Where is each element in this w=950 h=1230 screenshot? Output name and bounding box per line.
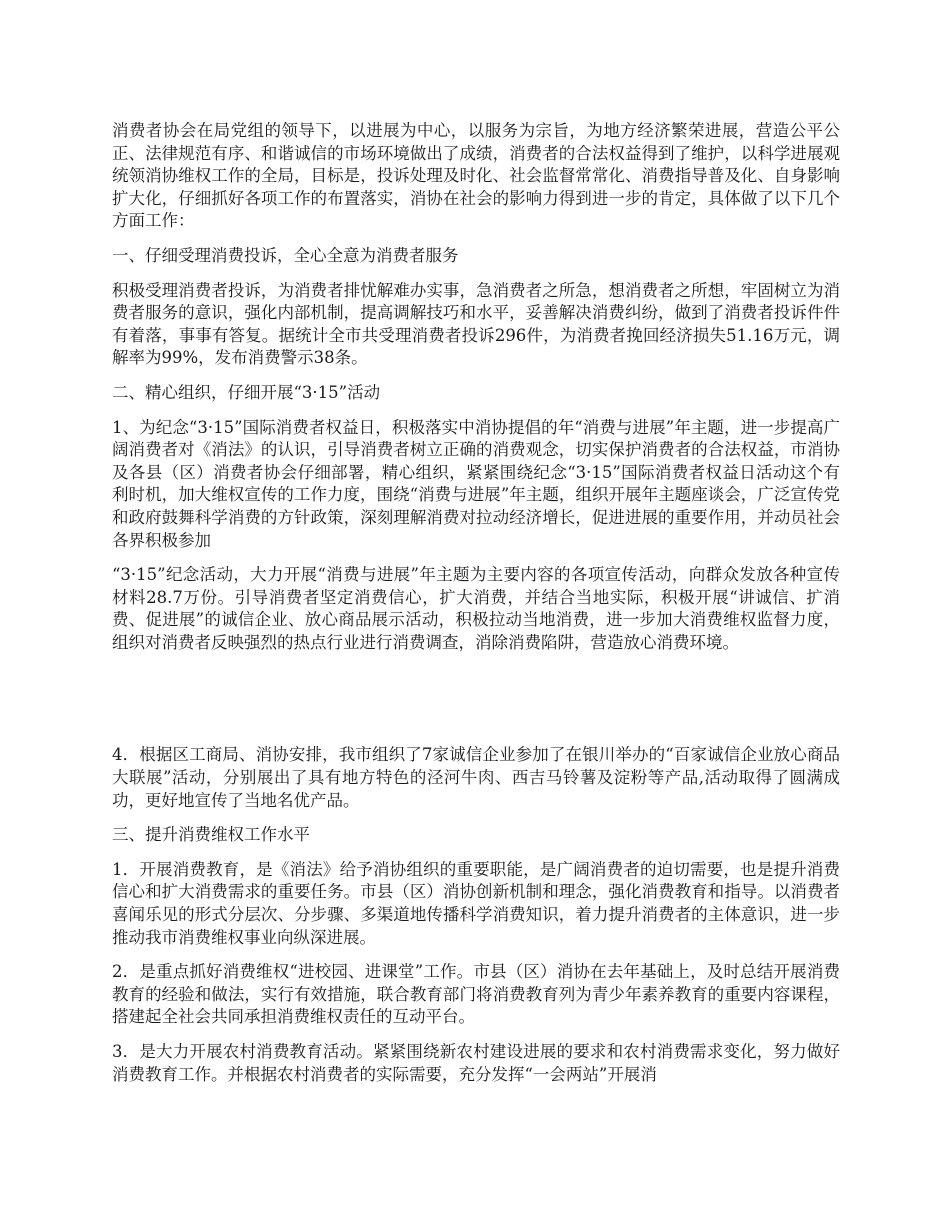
education-paragraph-2: 2．是重点抓好消费维权“进校园、进课堂”工作。市县（区）消协在去年基础上，及时总结开展消费教育的经验和做法，实行有效措施，联合教育部门将消费教育列为青少年素养教育的重要内容课程，搭建起全社会共同承担消费维权责任的互动平台。 [112, 962, 840, 1027]
intro-paragraph: 消费者协会在局党组的领导下，以进展为中心，以服务为宗旨，为地方经济繁荣进展，营造公平公正、法律规范有序、和谐诚信的市场环境做出了成绩，消费者的合法权益得到了维护，以科学进展观统领消协维权工作的全局，目标是，投诉处理及时化、社会监督常常化、消费指导普及化、自身影响扩大化，仔细抓好各项工作的布置落实，消协在社会的影响力得到进一步的肯定，具体做了以下几个方面工作： [112, 121, 840, 231]
education-paragraph-3: 3．是大力开展农村消费教育活动。紧紧围绕新农村建设进展的要求和农村消费需求变化，努力做好消费教育工作。并根据农村消费者的实际需要，充分发挥“一会两站”开展消 [112, 1042, 840, 1084]
activity-paragraph-4: 4．根据区工商局、消协安排，我市组织了7家诚信企业参加了在银川举办的“百家诚信企业放心商品大联展”活动，分别展出了具有地方特色的泾河牛肉、西吉马铃薯及淀粉等产品,活动取得了圆满成功，更好地宣传了当地名优产品。 [112, 745, 840, 810]
section-heading-2: 二、精心组织，仔细开展“3·15”活动 [112, 382, 381, 402]
document-page [112, 120, 840, 1098]
education-paragraph-1: 1．开展消费教育，是《消法》给予消协组织的重要职能，是广阔消费者的迫切需要，也是提升消费信心和扩大消费需求的重要任务。市县（区）消协创新机制和理念，强化消费教育和指导。以消费者喜闻乐见的形式分层次、分步骤、多渠道地传播科学消费知识，着力提升消费者的主体意识，进一步推动我市消费维权事业向纵深进展。 [112, 859, 840, 947]
section-heading-3: 三、提升消费维权工作水平 [112, 825, 310, 845]
section-heading-1: 一、仔细受理消费投诉，全心全意为消费者服务 [112, 245, 459, 265]
activity-paragraph-1: 1、为纪念“3·15”国际消费者权益日，积极落实中消协提倡的年“消费与进展”年主题，进一步提高广阔消费者对《消法》的认识，引导消费者树立正确的消费观念，切实保护消费者的合法权益，市消协及各县（区）消费者协会仔细部署，精心组织，紧紧围绕纪念“3·15”国际消费者权益日活动这个有利时机，加大维权宣传的工作力度，围绕“消费与进展”年主题，组织开展年主题座谈会，广泛宣传党和政府鼓舞科学消费的方针政策，深刻理解消费对拉动经济增长，促进进展的重要作用，并动员社会各界积极参加 [112, 417, 840, 550]
blank-gap [112, 666, 840, 744]
activity-paragraph-2: “3·15”纪念活动，大力开展“消费与进展”年主题为主要内容的各项宣传活动，向群众发放各种宣传材料28.7万份。引导消费者坚定消费信心，扩大消费，并结合当地实际，积极开展“讲诚信、扩消费、促进展”的诚信企业、放心商品展示活动，积极拉动当地消费，进一步加大消费维权监督力度，组织对消费者反映强烈的热点行业进行消费调查，消除消费陷阱，营造放心消费环境。 [112, 565, 840, 652]
complaint-paragraph: 积极受理消费者投诉，为消费者排忧解难办实事，急消费者之所急，想消费者之所想，牢固树立为消费者服务的意识，强化内部机制，提高调解技巧和水平，妥善解决消费纠纷，做到了消费者投诉件件有着落，事事有答复。据统计全市共受理消费者投诉296件，为消费者挽回经济损失51.16万元，调解率为99%，发布消费警示38条。 [112, 280, 840, 368]
